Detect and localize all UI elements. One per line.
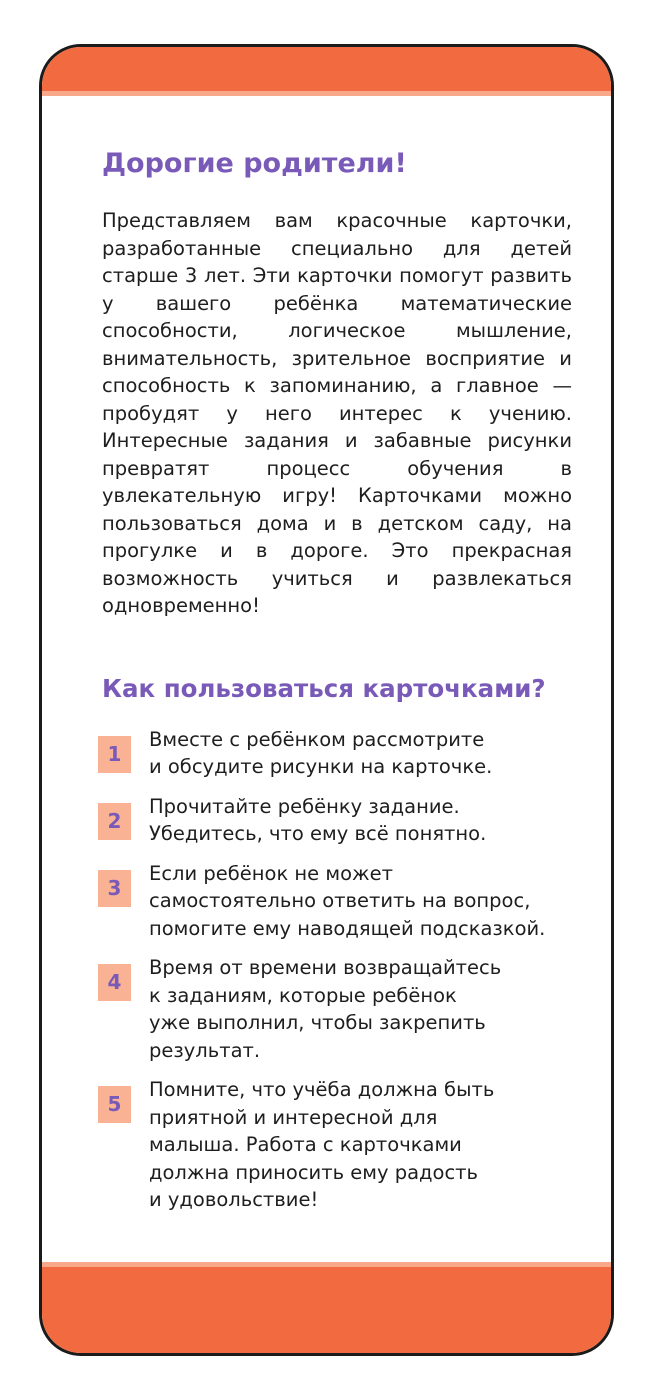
list-item (98, 860, 572, 943)
bottom-orange-band (42, 1267, 611, 1353)
step-text: Если ребёнок не может самостоятельно ответить на вопрос, помогите ему наводящей подсказкой. (149, 861, 546, 940)
top-light-stripe (42, 91, 611, 96)
step-text: Прочитайте ребёнку задание. Убедитесь, что ему всё понятно. (149, 794, 487, 845)
list-item (98, 954, 572, 1064)
page-title: Дорогие родители! (102, 148, 407, 179)
step-number-badge: 5 (98, 1086, 131, 1123)
step-number-badge: 3 (98, 870, 131, 907)
intro-paragraph: Представляем вам красочные карточки, разработанные специально для детей старше 3 лет. Эти карточки помогут развить у вашего ребёнка математические способности, логическое мышление, внимательность, зрительное восприятие и способность к запоминанию, а главное — пробудят у него интерес к учению. Интересные задания и забавные рисунки превратят процесс обучения в увлекательную игру! Карточками можно пользоваться дома и в детском саду, на прогулке и в дороге. Это прекрасная возможность учиться и развлекаться одновременно! (102, 209, 572, 617)
steps-list (98, 726, 572, 1214)
step-text: Вместе с ребёнком рассмотрите и обсудите рисунки на карточке. (149, 727, 493, 778)
top-orange-band (42, 47, 611, 91)
step-number-badge: 1 (98, 736, 131, 773)
step-number-badge: 2 (98, 803, 131, 840)
list-item (98, 1076, 572, 1214)
step-text: Время от времени возвращайтесь к заданиям, которые ребёнок уже выполнил, чтобы закрепить результат. (149, 956, 502, 1062)
list-item (98, 726, 572, 781)
instruction-card (39, 44, 614, 1356)
step-text: Помните, что учёба должна быть приятной и интересной для малыша. Работа с карточками должна приносить ему радость и удовольствие! (149, 1078, 495, 1211)
step-number-badge: 4 (98, 964, 131, 1001)
howto-title: Как пользоваться карточками? (102, 673, 546, 703)
card-content (102, 147, 572, 1226)
list-item (98, 793, 572, 848)
